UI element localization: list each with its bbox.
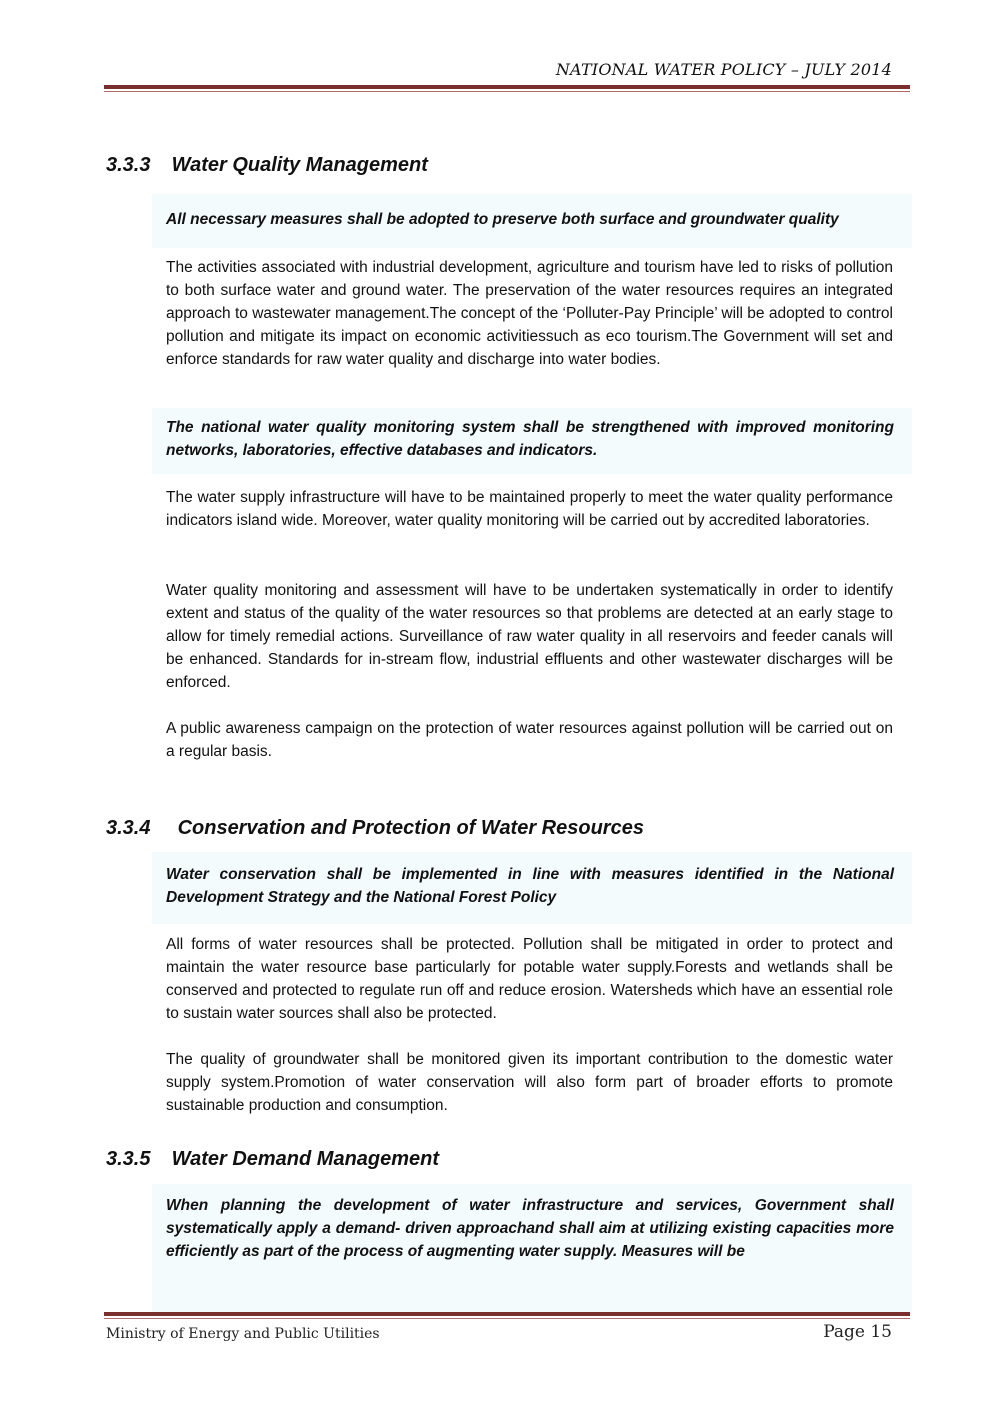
footer-page-number: Page 15: [823, 1322, 892, 1342]
section-335-title: Water Demand Management: [171, 1148, 440, 1170]
header-rule-thick: [104, 85, 910, 89]
footer-rule-thick: [104, 1312, 910, 1316]
section-335-number: 3.3.5: [106, 1148, 151, 1170]
section-333-paragraph-2: The water supply infrastructure will have to be maintained properly to meet the water quality performance indicators island wide. Moreover, water quality monitoring will be carried out by accredited laboratories.: [166, 489, 893, 529]
section-334-paragraph-2: The quality of groundwater shall be monitored given its important contribution to the domestic water supply system.Promotion of water conservation will also form part of broader efforts to promote sustainable production and consumption.: [166, 1051, 893, 1114]
running-header-title: NATIONAL WATER POLICY – JULY 2014: [555, 60, 892, 79]
section-333-number: 3.3.3: [106, 154, 151, 176]
section-333-paragraph-1: The activities associated with industrial development, agriculture and tourism have led to risks of pollution to both surface water and ground water. The preservation of the water resources requires an integrated approach to wastewater management.The concept of the ‘Polluter-Pay Principle’ will be adopted to control pollution and mitigate its impact on economic activitiessuch as eco tourism.The Government will set and enforce standards for raw water quality and discharge into water bodies.: [166, 259, 893, 368]
section-333-callout-2-text: The national water quality monitoring system shall be strengthened with improved monitoring networks, laboratories, effective databases and indicators.: [166, 419, 894, 459]
section-333-callout-2: [152, 408, 912, 474]
footer-rule-thin: [104, 1318, 910, 1319]
section-334-heading: [106, 815, 644, 841]
section-334-number: 3.3.4: [106, 817, 151, 839]
section-335-heading: [106, 1146, 439, 1172]
section-333-callout-1: [152, 194, 912, 248]
section-334-title: Conservation and Protection of Water Resources: [177, 817, 644, 839]
footer-ministry: Ministry of Energy and Public Utilities: [106, 1326, 380, 1342]
section-334-callout-1: [152, 852, 912, 924]
section-333-heading: [106, 152, 428, 178]
header-rule-thin: [104, 91, 910, 92]
section-334-paragraph-1: All forms of water resources shall be protected. Pollution shall be mitigated in order to protect and maintain the water resource base particularly for potable water supply.Forests and wetlands shall be conserved and protected to regulate run off and reduce erosion. Watersheds which have an essential role to sustain water sources shall also be protected.: [166, 936, 893, 1022]
section-333-paragraph-4: A public awareness campaign on the protection of water resources against pollution will be carried out on a regular basis.: [166, 720, 893, 760]
section-333-title: Water Quality Management: [171, 154, 428, 176]
section-333-callout-1-text: All necessary measures shall be adopted to preserve both surface and groundwater quality: [166, 211, 839, 228]
section-334-callout-1-text: Water conservation shall be implemented in line with measures identified in the National Development Strategy and the National Forest Policy: [166, 866, 894, 906]
section-333-paragraph-3: Water quality monitoring and assessment will have to be undertaken systematically in order to identify extent and status of the quality of the water resources so that problems are detected at an early stage to allow for timely remedial actions. Surveillance of raw water quality in all reservoirs and feeder canals will be enhanced. Standards for in-stream flow, industrial effluents and other wastewater discharges will be enforced.: [166, 582, 893, 691]
section-335-callout-1: [152, 1184, 912, 1314]
section-335-callout-1-text: When planning the development of water infrastructure and services, Government shall systematically apply a demand- driven approachand shall aim at utilizing existing capacities more efficiently as part of the process of augmenting water supply. Measures will be: [166, 1197, 894, 1260]
